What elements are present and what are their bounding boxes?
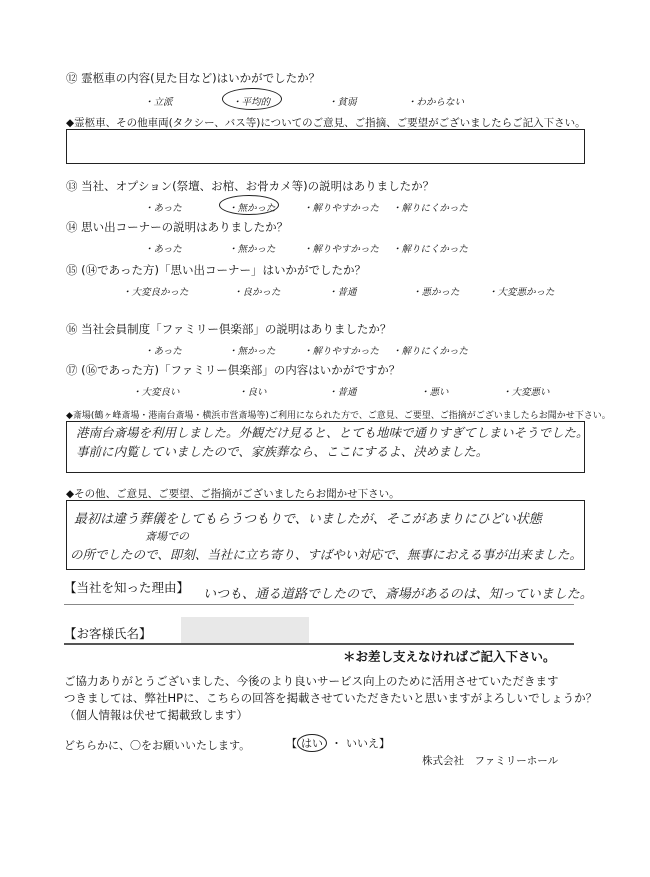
other-answer-line-2: の所でしたので、即刻、当社に立ち寄り、すばやい対応で、無事におえる事が出来ました。 [70, 547, 583, 562]
q15-option-2[interactable]: ・良かった [233, 287, 281, 298]
q15-option-4[interactable]: ・悪かった [412, 287, 460, 298]
name-label: 【お客様氏名】 [64, 626, 152, 641]
q17-option-3[interactable]: ・普通 [328, 387, 357, 398]
q14-option-2[interactable]: ・無かった [228, 244, 276, 255]
closing-line-2: つきましては、弊社HPに、こちらの回答を掲載させていただきたいと思いますがよろしいでしょうか？ [64, 691, 598, 705]
venue-note: ◆斎場(鶴ヶ峰斎場・港南台斎場・横浜市営斎場等)ご利用になられた方で、ご意見、ご要望、ご指摘がございましたらお聞かせ下さい。 [66, 411, 611, 421]
company-name: 株式会社 ファミリーホール [422, 755, 559, 767]
q17-question: ⑰ (⑯であった方)「ファミリー倶楽部」の内容はいかがですか？ [66, 363, 401, 377]
q15-option-3[interactable]: ・普通 [328, 287, 357, 298]
q14-option-3[interactable]: ・解りやすかった [303, 244, 380, 255]
closing-line-3: （個人情報は伏せて掲載致します） [64, 708, 248, 722]
consent-close-bracket: 】 [379, 737, 390, 750]
q15-question: ⑮ (⑭であった方)「思い出コーナー」はいかがでしたか？ [66, 263, 367, 277]
q16-option-1[interactable]: ・あった [144, 346, 182, 357]
name-underline [64, 643, 574, 645]
venue-answer-line-2: 事前に内覧していましたので、家族葬なら、ここにするよ、決めました。 [76, 444, 489, 459]
name-optional-note: ＊お差し支えなければご記入下さい。 [343, 649, 556, 664]
q17-option-2[interactable]: ・良い [238, 387, 267, 398]
q17-option-4[interactable]: ・悪い [420, 387, 449, 398]
other-answer-insert: 斎場での [145, 530, 189, 543]
q13-option-1[interactable]: ・あった [144, 203, 182, 214]
q15-option-1[interactable]: ・大変良かった [122, 287, 189, 298]
q16-option-3[interactable]: ・解りやすかった [303, 346, 380, 357]
q12-option-1[interactable]: ・立派 [144, 97, 173, 108]
q13-option-2[interactable]: ・無かった [228, 203, 276, 214]
q12-option-2[interactable]: ・平均的 [232, 97, 271, 108]
q15-option-5[interactable]: ・大変悪かった [488, 287, 555, 298]
consent-separator: ・ [331, 737, 342, 750]
q13-option-4[interactable]: ・解りにくかった [392, 203, 469, 214]
q16-option-4[interactable]: ・解りにくかった [392, 346, 469, 357]
q12-question: ⑫ 霊柩車の内容(見た目など)はいかがでしたか？ [66, 71, 321, 85]
reason-answer[interactable]: いつも、通る道路でしたので、斎場があるのは、知っていました。 [203, 587, 593, 602]
name-redaction [181, 617, 309, 645]
other-note: ◆その他、ご意見、ご要望、ご指摘がございましたらお聞かせ下さい。 [66, 488, 400, 500]
venue-answer-line-1: 港南台斎場を利用しました。外観だけ見ると、とても地味で通りすぎてしまいそうでした。 [76, 425, 589, 440]
consent-prompt: どちらかに、〇をお願いいたします。 [64, 739, 251, 752]
q16-option-2[interactable]: ・無かった [228, 346, 276, 357]
vehicle-note: ◆霊柩車、その他車両(タクシー、バス等)についてのご意見、ご指摘、ご要望がございましたらご記入下さい。 [66, 117, 586, 129]
q17-option-1[interactable]: ・大変良い [132, 387, 180, 398]
q13-selection-circle [219, 195, 279, 215]
q12-option-4[interactable]: ・わからない [407, 97, 465, 108]
q14-option-1[interactable]: ・あった [144, 244, 182, 255]
q12-selection-circle [222, 88, 282, 110]
consent-open-bracket: 【 [286, 737, 297, 750]
q13-question: ⑬ 当社、オプション(祭壇、お棺、お骨カメ等)の説明はありましたか？ [66, 179, 435, 193]
q16-question: ⑯ 当社会員制度「ファミリー倶楽部」の説明はありましたか？ [66, 322, 392, 336]
q14-option-4[interactable]: ・解りにくかった [392, 244, 469, 255]
closing-line-1: ご協力ありがとうございました、今後のより良いサービス向上のために活用させていただきます [64, 674, 559, 688]
other-answer-line-1: 最初は違う葬儀をしてもらうつもりで、いましたが、そこがあまりにひどい状態 [74, 512, 542, 527]
consent-yes[interactable]: はい [297, 734, 327, 752]
reason-divider [64, 604, 574, 605]
consent-group [286, 734, 390, 752]
vehicle-comment-box[interactable] [66, 129, 585, 164]
consent-no[interactable]: いいえ [346, 737, 379, 750]
q17-option-5[interactable]: ・大変悪い [502, 387, 550, 398]
reason-label: 【当社を知った理由】 [64, 580, 190, 595]
q12-option-3[interactable]: ・貧弱 [328, 97, 357, 108]
q14-question: ⑭ 思い出コーナーの説明はありましたか？ [66, 220, 289, 234]
q13-option-3[interactable]: ・解りやすかった [303, 203, 380, 214]
